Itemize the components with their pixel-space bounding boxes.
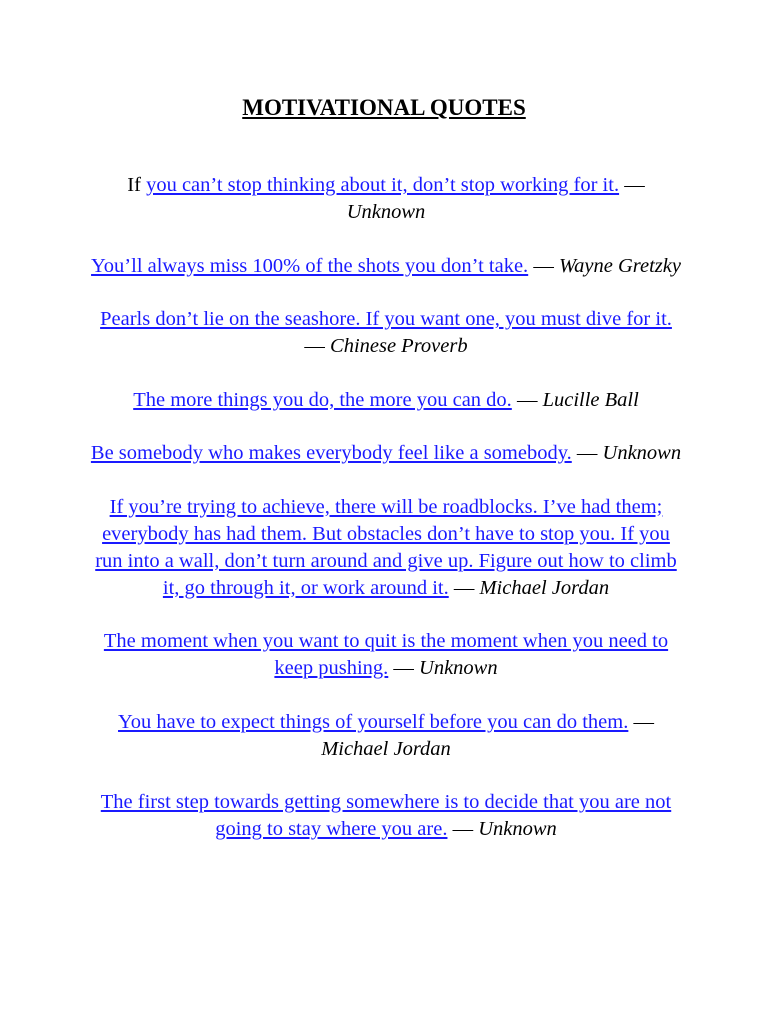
quote-link[interactable]: Pearls don’t lie on the seashore. If you want one, you must dive for it. bbox=[100, 308, 672, 330]
quote-author: Lucille Ball bbox=[542, 388, 639, 411]
quote-author: Michael Jordan bbox=[479, 576, 610, 599]
page-title: MOTIVATIONAL QUOTES bbox=[242, 95, 526, 120]
quote-link[interactable]: You’ll always miss 100% of the shots you don’t take. bbox=[91, 254, 529, 277]
quote-item bbox=[88, 172, 684, 226]
quote-link[interactable]: The moment when you want to quit is the moment when you need to keep pushing. bbox=[103, 630, 669, 679]
quote-item bbox=[88, 494, 684, 602]
quote-dash: — bbox=[388, 657, 420, 679]
quote-link[interactable]: Be somebody who makes everybody feel like a somebody. bbox=[90, 442, 572, 464]
quote-item bbox=[88, 306, 684, 360]
quote-author: Unknown bbox=[602, 442, 682, 464]
quote-dash: — bbox=[628, 710, 654, 733]
quote-item bbox=[88, 709, 684, 763]
quote-item bbox=[88, 253, 684, 280]
quote-dash: — bbox=[619, 174, 645, 196]
quote-link[interactable]: The more things you do, the more you can do. bbox=[133, 388, 512, 411]
quote-item bbox=[88, 440, 684, 467]
quote-link[interactable]: If you’re trying to achieve, there will be roadblocks. I’ve had them; everybody has had them. But obstacles don’t have to stop you. If you run into a wall, don’t turn around and give up. Figure out how to climb it, go through it, or work around it. bbox=[95, 495, 677, 599]
quote-author: Unknown bbox=[419, 657, 498, 679]
quote-link[interactable]: you can’t stop thinking about it, don’t stop working for it. bbox=[146, 174, 620, 196]
quote-link[interactable]: The first step towards getting somewhere is to decide that you are not going to stay where you are. bbox=[100, 791, 672, 840]
quote-author: Chinese Proverb bbox=[330, 335, 468, 357]
quote-author: Wayne Gretzky bbox=[558, 254, 681, 277]
quote-prefix: If bbox=[127, 174, 147, 196]
quote-link[interactable]: You have to expect things of yourself before you can do them. bbox=[118, 710, 629, 733]
quote-author: Michael Jordan bbox=[321, 737, 451, 760]
quote-dash: — bbox=[528, 254, 559, 277]
quote-dash: — bbox=[448, 576, 480, 599]
quote-dash: — bbox=[511, 388, 543, 411]
quote-author: Unknown bbox=[346, 201, 426, 223]
quote-item bbox=[88, 628, 684, 682]
quote-list bbox=[88, 172, 684, 870]
quote-item bbox=[88, 387, 684, 414]
quote-dash: — bbox=[447, 818, 479, 840]
quote-item bbox=[88, 789, 684, 843]
quote-author: Unknown bbox=[478, 818, 557, 840]
quote-dash: — bbox=[304, 335, 331, 357]
quote-dash: — bbox=[571, 442, 603, 464]
